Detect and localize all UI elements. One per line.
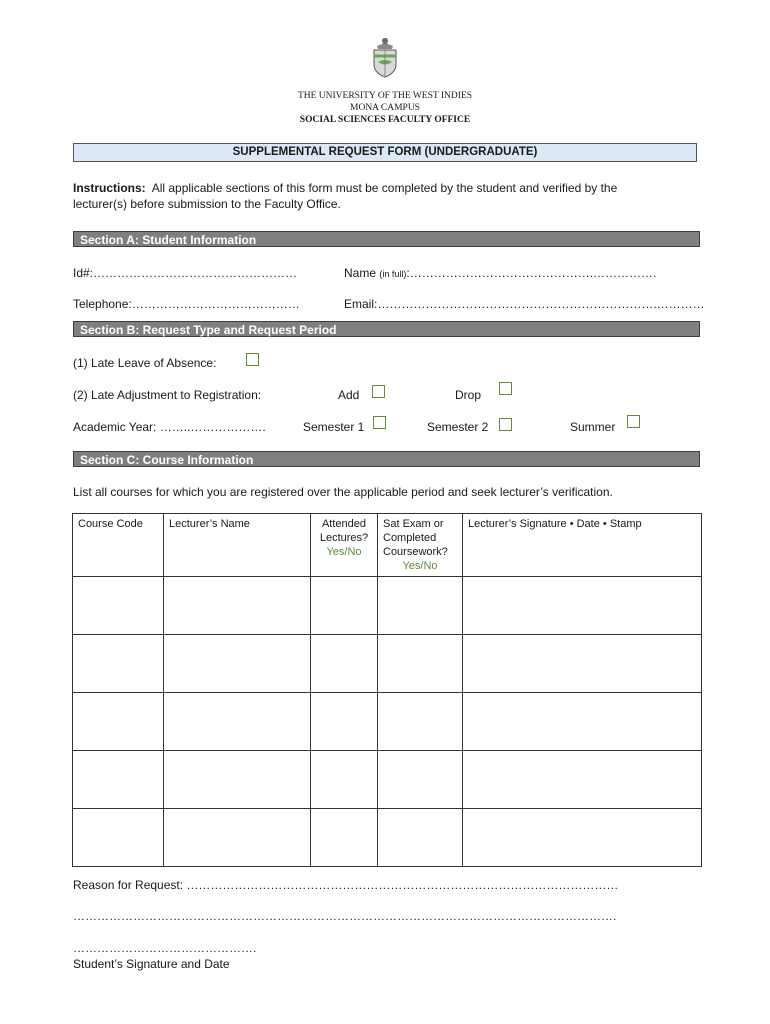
attended-cell[interactable] <box>311 751 378 809</box>
student-signature-label: Student’s Signature and Date <box>73 957 230 971</box>
course-code-cell[interactable] <box>73 693 164 751</box>
signature-cell[interactable] <box>463 693 702 751</box>
yes-no-hint: Yes/No <box>402 560 438 572</box>
reason-field-line-2[interactable]: ………………………………………………………………………………………………………………………. <box>73 909 617 923</box>
academic-year-field[interactable]: Academic Year: ……..………………. <box>73 420 266 434</box>
summer-label: Summer <box>570 420 616 434</box>
attended-cell[interactable] <box>311 577 378 635</box>
courses-intro: List all courses for which you are registered over the applicable period and seek lecturer’s verification. <box>73 485 613 499</box>
campus-name: MONA CAMPUS <box>350 103 420 113</box>
col-lecturer-name: Lecturer’s Name <box>164 514 311 577</box>
faculty-office: SOCIAL SCIENCES FACULTY OFFICE <box>299 115 471 125</box>
table-row <box>73 577 702 635</box>
section-b-header: Section B: Request Type and Request Period <box>73 321 700 337</box>
name-label: Name <box>344 266 377 280</box>
lecturer-name-cell[interactable] <box>164 635 311 693</box>
sat-exam-cell[interactable] <box>378 577 463 635</box>
late-leave-checkbox[interactable] <box>246 353 259 366</box>
lecturer-name-cell[interactable] <box>164 577 311 635</box>
course-code-cell[interactable] <box>73 577 164 635</box>
reason-field[interactable]: Reason for Request: ……………………………………………………………………………………………… <box>73 878 619 892</box>
table-row <box>73 693 702 751</box>
instructions-text: All applicable sections of this form must be completed by the student and verified by the <box>151 181 618 195</box>
lecturer-name-cell[interactable] <box>164 693 311 751</box>
late-leave-label: (1) Late Leave of Absence: <box>73 356 217 370</box>
course-code-cell[interactable] <box>73 809 164 867</box>
form-title: SUPPLEMENTAL REQUEST FORM (UNDERGRADUATE) <box>73 143 697 162</box>
attended-cell[interactable] <box>311 809 378 867</box>
university-name: THE UNIVERSITY OF THE WEST INDIES <box>297 91 473 101</box>
yes-no-hint: Yes/No <box>326 546 362 558</box>
late-adjustment-label: (2) Late Adjustment to Registration: <box>73 388 262 402</box>
semester-2-label: Semester 2 <box>427 420 489 434</box>
add-label: Add <box>338 388 360 402</box>
drop-label: Drop <box>455 388 482 402</box>
lecturer-name-cell[interactable] <box>164 809 311 867</box>
university-crest-icon <box>368 36 402 78</box>
instructions-line-1 <box>73 180 617 196</box>
sat-exam-cell[interactable] <box>378 751 463 809</box>
instructions-label: Instructions: <box>73 181 146 195</box>
student-signature-field[interactable]: ………………………………………. <box>73 941 257 955</box>
signature-cell[interactable] <box>463 751 702 809</box>
sat-exam-cell[interactable] <box>378 693 463 751</box>
telephone-field[interactable]: Telephone:…………………………………… <box>73 297 300 311</box>
drop-checkbox[interactable] <box>499 382 512 395</box>
table-row <box>73 635 702 693</box>
semester-1-label: Semester 1 <box>303 420 365 434</box>
name-field[interactable] <box>344 265 656 282</box>
attended-cell[interactable] <box>311 635 378 693</box>
col-signature: Lecturer’s Signature • Date • Stamp <box>463 514 702 577</box>
summer-checkbox[interactable] <box>627 415 640 428</box>
sat-exam-cell[interactable] <box>378 809 463 867</box>
signature-cell[interactable] <box>463 577 702 635</box>
course-table <box>72 513 702 867</box>
lecturer-name-cell[interactable] <box>164 751 311 809</box>
col-sat-exam: Sat Exam or Completed Coursework? Yes/No <box>378 514 463 577</box>
add-checkbox[interactable] <box>372 385 385 398</box>
col-course-code: Course Code <box>73 514 164 577</box>
email-field[interactable]: Email:…………………………………………………………….………… <box>344 297 705 311</box>
semester-1-checkbox[interactable] <box>373 416 386 429</box>
signature-cell[interactable] <box>463 635 702 693</box>
semester-2-checkbox[interactable] <box>499 418 512 431</box>
name-dots: :……………………………………….……………. <box>406 266 657 280</box>
signature-cell[interactable] <box>463 809 702 867</box>
section-c-header: Section C: Course Information <box>73 451 700 467</box>
table-row <box>73 809 702 867</box>
course-code-cell[interactable] <box>73 751 164 809</box>
id-field[interactable]: Id#:…………………………………………… <box>73 266 298 280</box>
name-hint: (in full) <box>379 269 407 279</box>
col-attended: Attended Lectures? Yes/No <box>311 514 378 577</box>
attended-cell[interactable] <box>311 693 378 751</box>
instructions-line-2: lecturer(s) before submission to the Faculty Office. <box>73 197 341 211</box>
section-a-header: Section A: Student Information <box>73 231 700 247</box>
sat-exam-cell[interactable] <box>378 635 463 693</box>
course-table-header <box>73 514 702 577</box>
course-code-cell[interactable] <box>73 635 164 693</box>
table-row <box>73 751 702 809</box>
